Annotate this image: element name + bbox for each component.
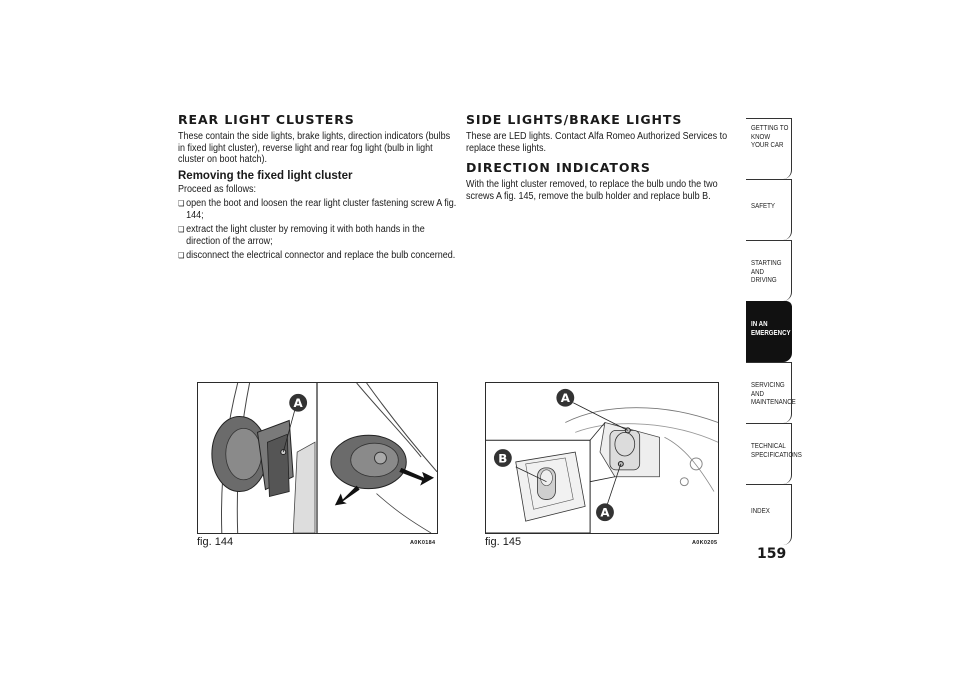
tab-label: DRIVING [751, 275, 777, 284]
page-number: 159 [757, 546, 787, 562]
tab-label: EMERGENCY [751, 327, 791, 337]
left-column [178, 112, 458, 262]
figure-144-illustration [197, 382, 438, 534]
fig145-caption: fig. 145 [485, 536, 522, 548]
tab-index[interactable] [746, 484, 792, 545]
tab-label: SERVICING AND [751, 380, 785, 398]
tab-label: IN AN [751, 319, 768, 328]
tab-label: YOUR CAR [751, 140, 784, 149]
chapter-tabs [746, 118, 802, 545]
fig145-code: A0K0205 [692, 540, 718, 546]
tab-label: GETTING TO KNOW [751, 123, 789, 141]
tab-label: TECHNICAL [751, 441, 786, 450]
side-brake-lights-text: These are LED lights. Contact Alfa Romeo Authorized Services to replace these lights. [466, 131, 728, 154]
list-item: ❏ open the boot and loosen the rear light cluster fastening screw A fig. 144; [178, 198, 458, 221]
tab-in-an-emergency[interactable] [746, 301, 792, 362]
tab-label: INDEX [751, 506, 770, 515]
list-item: ❏ extract the light cluster by removing it with both hands in the direction of the arrow; [178, 224, 458, 247]
tab-getting-to-know-your-car[interactable] [746, 118, 792, 179]
direction-indicators-text: With the light cluster removed, to replace the bulb undo the two screws A fig. 145, remove the bulb holder and replace bulb B. [466, 179, 718, 202]
rear-light-clusters-heading: REAR LIGHT CLUSTERS [178, 112, 355, 127]
tab-label: STARTING AND [751, 258, 782, 276]
right-column [466, 112, 728, 202]
tab-starting-and-driving[interactable] [746, 240, 792, 301]
fig144-label-a: A [293, 396, 303, 411]
removing-cluster-subheading: Removing the fixed light cluster [178, 169, 353, 182]
fig145-label-a: A [560, 391, 570, 406]
tab-label: MAINTENANCE [751, 397, 796, 406]
tab-servicing-and-maintenance[interactable] [746, 362, 796, 423]
tab-safety[interactable] [746, 179, 792, 240]
fig144-code: A0K0184 [410, 540, 436, 546]
side-brake-lights-heading: SIDE LIGHTS/BRAKE LIGHTS [466, 112, 683, 127]
tab-label: SAFETY [751, 201, 775, 210]
figure-145-illustration [485, 382, 719, 534]
proceed-text: Proceed as follows: [178, 183, 257, 195]
fig144-caption: fig. 144 [197, 536, 234, 548]
intro-paragraph: These contain the side lights, brake lights, direction indicators (bulbs in fixed light cluster), reverse light and rear fog light (bulb in light cluster on boot hatch). [178, 131, 451, 165]
tab-label: SPECIFICATIONS [751, 449, 802, 459]
tab-technical-specifications[interactable] [746, 423, 802, 484]
list-item: ❏ disconnect the electrical connector and replace the bulb concerned. [178, 250, 458, 262]
fig145-label-a2: A [600, 505, 610, 520]
fig145-label-b: B [498, 451, 508, 466]
direction-indicators-heading: DIRECTION INDICATORS [466, 160, 651, 175]
steps-list [178, 198, 458, 262]
